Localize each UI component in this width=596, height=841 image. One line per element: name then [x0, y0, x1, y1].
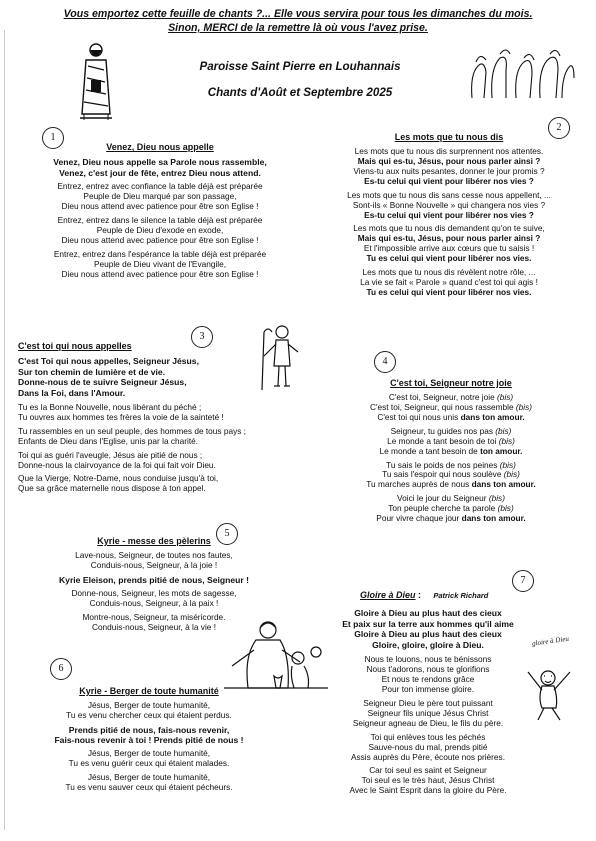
song-4-line: Le monde a tant besoin de ton amour. — [379, 445, 523, 456]
song-2-line: Sont-ils « Bonne Nouvelle » qui changera nos vies ? — [352, 199, 546, 210]
song-7-title: Gloire à Dieu — [360, 590, 416, 600]
song-7-refrain-line: Gloire à Dieu au plus haut des cieux — [354, 629, 502, 640]
song-2-line: Mais qui es-tu, Jésus, pour nous parler ainsi ? — [357, 155, 541, 166]
song-2-line: Es-tu celui qui vient pour libérer nos vies ? — [364, 175, 534, 186]
song-1-verse-line: Dieu nous attend avec patience pour être son Eglise ! — [61, 201, 259, 212]
song-5-title: Kyrie - messe des pèlerins — [97, 536, 211, 546]
song-number-2: 2 — [548, 117, 570, 139]
song-6-refrain-line: Prends pitié de nous, fais-nous revenir, — [68, 724, 230, 735]
song-5-line: Conduis-nous, Seigneur, à la vie ! — [91, 621, 217, 632]
song-3-title: C'est toi qui nous appelles — [18, 341, 132, 351]
song-5-line: Montre-nous, Seigneur, ta miséricorde. — [82, 611, 226, 622]
song-3-refrain-line: Dans la Foi, dans l'Amour. — [18, 388, 126, 398]
song-number-5: 5 — [216, 523, 238, 545]
gloire-drawing-caption: gloire à Dieu — [531, 634, 570, 648]
song-2-title: Les mots que tu nous dis — [394, 132, 504, 142]
song-7-verse-line: Sauve-nous du mal, prends pitié — [368, 741, 488, 752]
song-2-line: Mais qui es-tu, Jésus, pour nous parler ainsi ? — [357, 233, 541, 244]
song-4-line: Tu marches auprès de nous dans ton amour. — [366, 479, 536, 490]
song-7-verse-line: Et nous te rendons grâce — [381, 673, 475, 684]
song-3-verse-line: Que sa grâce maternelle nous dispose à ton appel. — [18, 483, 206, 494]
song-7-verse-line: Pour ton immense gloire. — [381, 683, 475, 694]
song-4-line: Voici le jour du Seigneur (bis) — [397, 493, 505, 504]
song-3-verse-line: Que la Vierge, Notre-Dame, nous conduise jusqu'à toi, — [18, 473, 219, 484]
song-number-6: 6 — [50, 658, 72, 680]
song-1-verse-line: Entrez, entrez dans le silence la table déjà est préparée — [57, 215, 263, 226]
song-5-line: Donne-nous, Seigneur, les mots de sagesse, — [71, 588, 237, 599]
song-7-verse-line: Nous te louons, nous te bénissons — [364, 653, 492, 664]
song-2-line: Les mots que tu nous dis surprennent nos attentes. — [354, 145, 544, 156]
song-2 — [318, 132, 580, 298]
song-number-1: 1 — [42, 127, 64, 149]
song-2-line: La vie se fait « Parole » quand c'est toi qui agis ! — [360, 277, 538, 288]
song-3-verse-line: Enfants de Dieu dans l'Eglise, unis par la charité. — [18, 435, 199, 446]
song-7-verse-line: Avec le Saint Esprit dans la gloire du Père. — [349, 785, 507, 796]
song-number-7: 7 — [512, 570, 534, 592]
song-7-verse-line: Seigneur agneau de Dieu, le fils du père. — [352, 717, 504, 728]
song-7-refrain-line: Gloire à Dieu au plus haut des cieux — [354, 608, 502, 618]
song-1-verse-line: Peuple de Dieu marqué par son passage, — [83, 191, 237, 202]
song-6-line: Jésus, Berger de toute humanité, — [87, 699, 211, 710]
song-5-line: Conduis-nous, Seigneur, à la paix ! — [89, 597, 219, 608]
notice-line-2: Sinon, MERCI de la remettre là où vous l'avez prise. — [168, 22, 428, 34]
page-edge — [4, 30, 5, 830]
song-1-refrain-line: Venez, Dieu nous appelle sa Parole nous rassemble, — [53, 156, 267, 167]
song-3-refrain-line: Sur ton chemin de lumière et de vie. — [18, 366, 166, 377]
song-5-refrain: Kyrie Eleison, prends pitié de nous, Seigneur ! — [58, 574, 250, 585]
song-2-line: Et l'impossible arrive aux cœurs que tu saisis ! — [363, 243, 535, 254]
song-2-line: Viens-tu aux nuits pesantes, donner le jour promis ? — [353, 165, 545, 176]
song-2-line: Tu es celui qui vient pour libérer nos vies. — [366, 253, 532, 264]
crowd-drawing — [466, 44, 576, 100]
song-7-title-suffix: : — [415, 590, 422, 600]
song-5-line: Conduis-nous, Seigneur, à la joie ! — [90, 559, 218, 570]
song-2-line: Es-tu celui qui vient pour libérer nos vies ? — [364, 209, 534, 220]
song-7-refrain-line: Gloire, gloire, gloire à Dieu. — [372, 640, 484, 651]
song-3-verse-line: Tu es la Bonne Nouvelle, nous libérant du péché ; — [18, 401, 202, 412]
song-7-verse-line: Seigneur Dieu le père tout puissant — [363, 697, 493, 708]
song-4-line: Seigneur, tu guides nos pas (bis) — [390, 425, 512, 436]
song-7-verse-line: Seigneur fils unique Jésus Christ — [367, 707, 489, 718]
song-7-verse-line: Car toi seul es saint et Seigneur — [369, 765, 487, 776]
saint-pierre-drawing — [78, 40, 114, 124]
song-7-verse-line: Assis auprès du Père, écoute nos prières. — [350, 751, 506, 762]
parish-name: Paroisse Saint Pierre en Louhannais — [199, 60, 401, 73]
song-1-verse-line: Dieu nous attend avec patience pour être son Eglise ! — [61, 268, 259, 279]
song-5-line: Lave-nous, Seigneur, de toutes nos fautes, — [75, 549, 233, 560]
song-4-line: Ton peuple cherche ta parole (bis) — [388, 503, 514, 514]
song-7-verse-line: Toi seul es le très haut, Jésus Christ — [361, 775, 495, 786]
song-7-refrain-line: Et paix sur la terre aux hommes qu'il aime — [342, 618, 514, 629]
song-2-line: Les mots que tu nous dis demandent qu'on te suive, — [353, 223, 545, 234]
song-4-line: Tu sais l'espoir qui nous soulève (bis) — [382, 469, 520, 480]
song-4-line: Le monde a tant besoin de toi (bis) — [387, 435, 515, 446]
song-2-line: Les mots que tu nous dis sans cesse nous appellent, ... — [347, 189, 551, 200]
song-7-heading — [360, 590, 560, 601]
song-1-verse-line: Entrez, entrez avec confiance la table déjà est préparée — [57, 181, 263, 192]
song-2-line: Tu es celui qui vient pour libérer nos vies. — [366, 287, 532, 298]
song-4-line: Tu sais le poids de nos peines (bis) — [386, 459, 516, 470]
song-3-verse-line: Toi qui as guéri l'aveugle, Jésus aie pitié de nous ; — [18, 449, 203, 460]
song-4 — [320, 378, 582, 524]
song-7-author: Patrick Richard — [433, 591, 489, 600]
song-1-verse-line: Peuple de Dieu d'exode en exode, — [96, 225, 224, 236]
song-3 — [18, 341, 306, 494]
song-3-verse-line: Tu ouvres aux hommes tes frères la voie de la sainteté ! — [18, 411, 224, 422]
song-3-verse-line: Tu rassembles en un seul peuple, des hommes de tous pays ; — [18, 425, 246, 436]
song-7-verse-line: Nous t'adorons, nous te glorifions — [366, 663, 490, 674]
song-4-line: C'est toi, Seigneur, notre joie (bis) — [388, 391, 514, 402]
song-6-line: Tu es venu chercher ceux qui étaient perdus. — [66, 709, 232, 720]
song-7-verse-line: Toi qui enlèves tous les péchés — [370, 731, 486, 742]
song-3-verse-line: Donne-nous la clairvoyance de la foi qui fait voir Dieu. — [18, 459, 216, 470]
song-1-title: Venez, Dieu nous appelle — [106, 142, 214, 152]
song-3-refrain-line: C'est Toi qui nous appelles, Seigneur Jésus, — [18, 355, 199, 366]
song-6-refrain-line: Fais-nous revenir à toi ! Prends pitié de nous ! — [54, 735, 244, 746]
song-4-line: Pour vivre chaque jour dans ton amour. — [376, 513, 526, 524]
song-7 — [316, 608, 540, 796]
song-number-4: 4 — [374, 351, 396, 373]
song-2-line: Les mots que tu nous dis révèlent notre rôle, ... — [362, 267, 536, 278]
song-4-line: C'est toi, Seigneur, qui nous rassemble (bis) — [369, 401, 533, 412]
notice-line-1: Vous emportez cette feuille de chants ?... Elle vous servira pour tous les dimanches du mois. — [63, 8, 533, 20]
song-1 — [20, 142, 300, 280]
song-6-line: Tu es venu sauver ceux qui étaient pécheurs. — [65, 782, 233, 793]
song-1-verse-line: Entrez, entrez dans l'espérance la table déjà est préparée — [53, 248, 267, 259]
song-1-verse-line: Dieu nous attend avec patience pour être son Eglise ! — [61, 235, 259, 246]
song-6-title: Kyrie - Berger de toute humanité — [79, 686, 219, 696]
song-4-line: C'est toi qui nous unis dans ton amour. — [377, 411, 525, 422]
song-number-3: 3 — [191, 326, 213, 348]
song-1-verse-line: Peuple de Dieu vivant de l'Evangile, — [93, 258, 227, 269]
song-6-line: Jésus, Berger de toute humanité, — [87, 772, 211, 783]
song-3-refrain-line: Donne-nous de te suivre Seigneur Jésus, — [18, 377, 187, 388]
song-4-title: C'est toi, Seigneur notre joie — [390, 378, 512, 388]
song-1-refrain-line: Venez, c'est jour de fête, entrez Dieu nous attend. — [59, 167, 261, 178]
song-6-line: Tu es venu guérir ceux qui étaient malades. — [68, 758, 230, 769]
page-subtitle: Chants d'Août et Septembre 2025 — [207, 86, 393, 99]
song-6 — [14, 686, 284, 793]
joyful-child-drawing — [524, 658, 574, 722]
song-6-line: Jésus, Berger de toute humanité, — [87, 748, 211, 759]
